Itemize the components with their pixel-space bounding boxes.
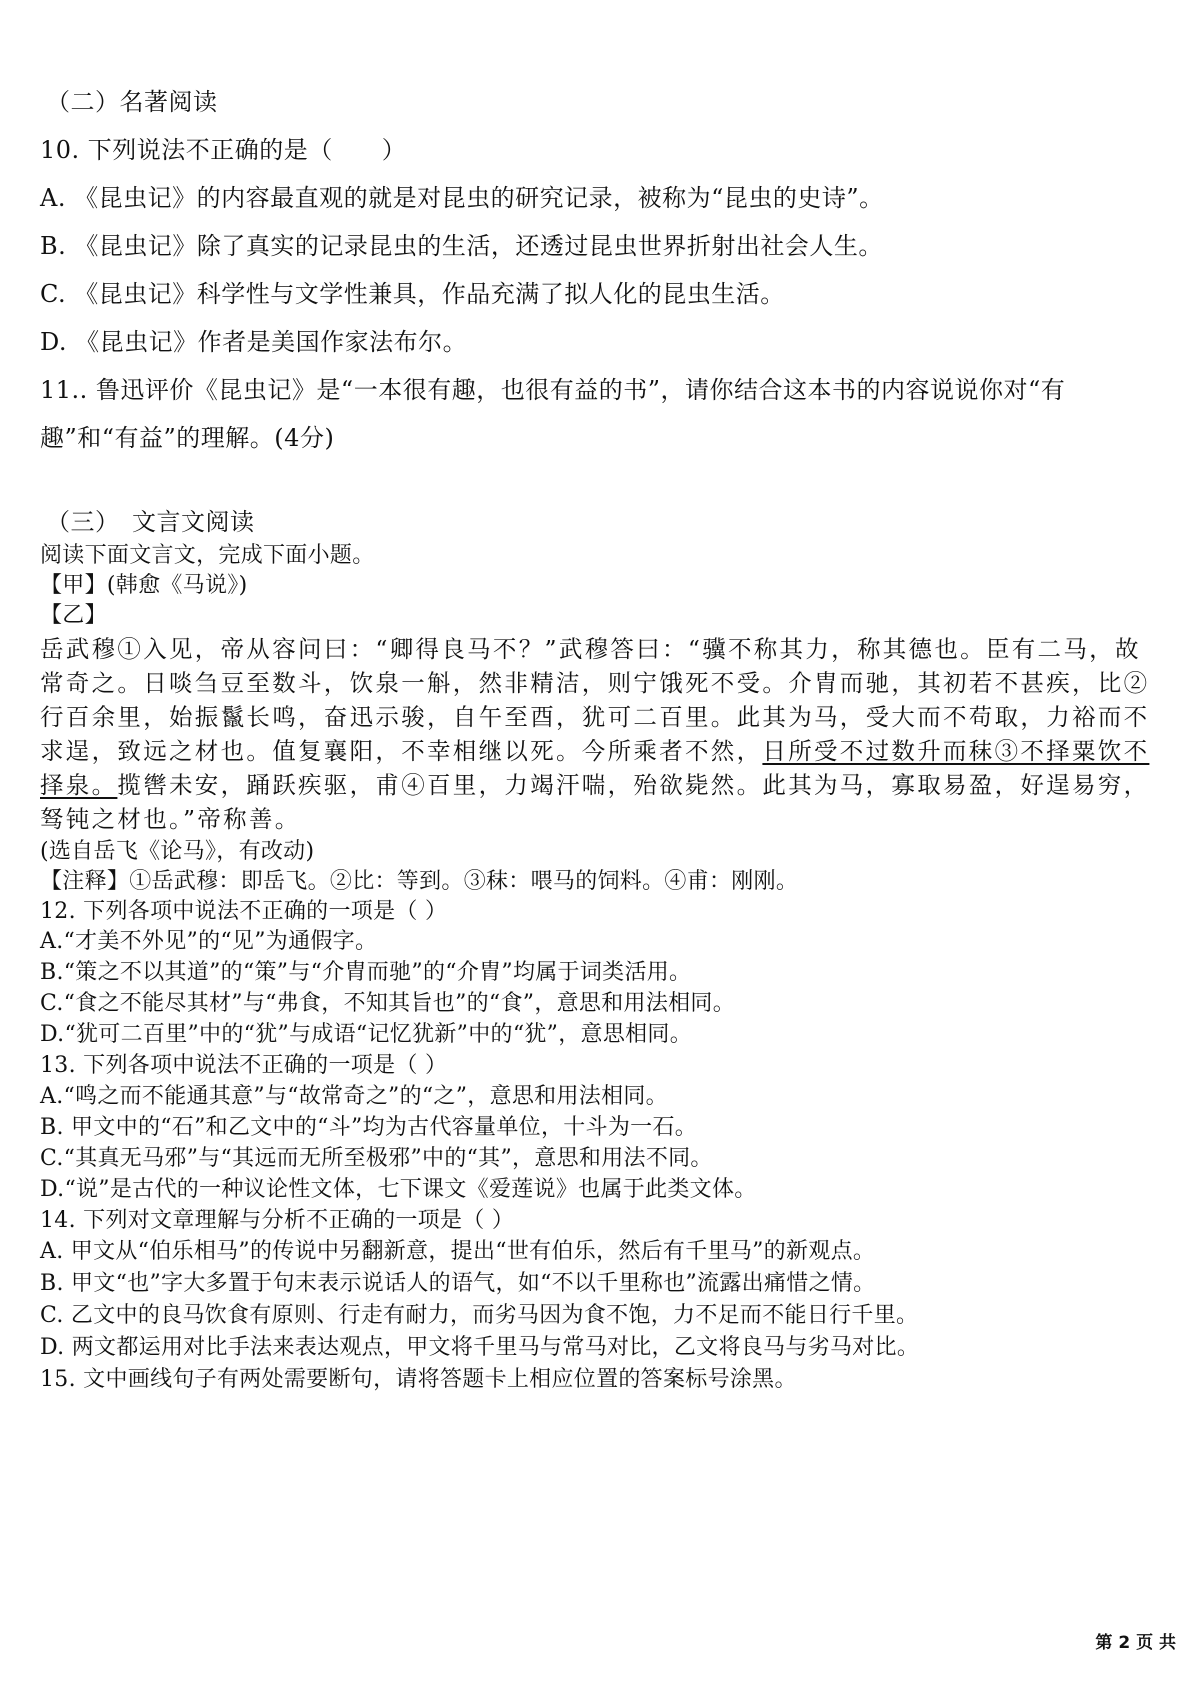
page-number-footer: 第 2 页 共 (1095, 1633, 1176, 1653)
passage-line-3: 行百余里，始振鬣长鸣，奋迅示骏，自午至酉，犹可二百里。此其为马，受大而不苟取，力裕而不 (40, 703, 1150, 731)
question-13-stem: 13. 下列各项中说法不正确的一项是（ ） (40, 1053, 448, 1078)
question-10-option-c: C. 《昆虫记》科学性与文学性兼具，作品充满了拟人化的昆虫生活。 (40, 280, 785, 308)
question-10-option-a: A. 《昆虫记》的内容最直观的就是对昆虫的研究记录，被称为“昆虫的史诗”。 (40, 184, 884, 212)
question-14-option-d: D. 两文都运用对比手法来表达观点，甲文将千里马与常马对比，乙文将良马与劣马对比。 (40, 1335, 920, 1360)
question-11-line-2: 趣”和“有益”的理解。(4分) (40, 424, 335, 452)
section-title-classics: （二）名著阅读 (46, 88, 218, 116)
question-12-option-c: C.“食之不能尽其材”与“弗食，不知其旨也”的“食”，意思和用法相同。 (40, 991, 736, 1016)
section-title-classical-chinese: （三） 文言文阅读 (46, 508, 255, 536)
question-13-option-d: D.“说”是古代的一种议论性文体，七下课文《爱莲说》也属于此类文体。 (40, 1177, 757, 1202)
question-13-option-b: B. 甲文中的“石”和乙文中的“斗”均为古代容量单位，十斗为一石。 (40, 1115, 698, 1140)
text-jia-label: 【甲】(韩愈《马说》) (40, 573, 248, 598)
underlined-sentence-part-2: 择泉。 (40, 771, 118, 799)
question-15-stem: 15. 文中画线句子有两处需要断句，请将答题卡上相应位置的答案标号涂黑。 (40, 1367, 797, 1392)
question-11-line-1: 11.. 鲁迅评价《昆虫记》是“一本很有趣，也很有益的书”，请你结合这本书的内容说说你对“有 (40, 376, 1066, 404)
passage-line-1: 岳武穆①入见，帝从容问曰：“卿得良马不？”武穆答曰：“骥不称其力，称其德也。臣有二马，故 (40, 635, 1141, 663)
question-12-option-a: A.“才美不外见”的“见”为通假字。 (40, 929, 378, 954)
question-12-option-b: B.“策之不以其道”的“策”与“介胄而驰”的“介胄”均属于词类活用。 (40, 960, 692, 985)
question-14-option-a: A. 甲文从“伯乐相马”的传说中另翻新意，提出“世有伯乐，然后有千里马”的新观点。 (40, 1239, 876, 1264)
reading-instruction: 阅读下面文言文，完成下面小题。 (40, 543, 375, 568)
question-13-option-a: A.“鸣之而不能通其意”与“故常奇之”的“之”，意思和用法相同。 (40, 1084, 668, 1109)
passage-notes: 【注释】①岳武穆：即岳飞。②比：等到。③秣：喂马的饲料。④甫：刚刚。 (40, 869, 799, 894)
question-14-option-b: B. 甲文“也”字大多置于句末表示说话人的语气，如“不以千里称也”流露出痛惜之情。 (40, 1271, 876, 1296)
passage-line-5 (40, 766, 1149, 800)
passage-line-2: 常奇之。日啖刍豆至数斗，饮泉一斛，然非精洁，则宁饿死不受。介胄而驰，其初若不甚疾，比② (40, 669, 1150, 697)
question-10-option-d: D. 《昆虫记》作者是美国作家法布尔。 (40, 328, 468, 356)
passage-line-4-plain: 求逞，致远之材也。值复襄阳，不幸相继以死。今所乘者不然， (40, 737, 763, 765)
underlined-sentence-part-1: 日所受不过数升而秣③不择粟饮不 (762, 737, 1150, 765)
question-14-stem: 14. 下列对文章理解与分析不正确的一项是（ ） (40, 1208, 515, 1233)
question-12-option-d: D.“犹可二百里”中的“犹”与成语“记忆犹新”中的“犹”，意思相同。 (40, 1022, 693, 1047)
question-12-stem: 12. 下列各项中说法不正确的一项是（ ） (40, 899, 448, 924)
passage-line-5-plain: 揽辔未安，踊跃疾驱，甫④百里，力竭汗喘，殆欲毙然。此其为马，寡取易盈，好逞易穷， (117, 771, 1150, 799)
question-13-option-c: C.“其真无马邪”与“其远而无所至极邪”中的“其”，意思和用法不同。 (40, 1146, 713, 1171)
passage-line-4 (40, 732, 1149, 766)
question-10-stem: 10. 下列说法不正确的是（ ） (40, 136, 407, 164)
text-yi-label: 【乙】 (40, 603, 107, 628)
question-10-option-b: B. 《昆虫记》除了真实的记录昆虫的生活，还透过昆虫世界折射出社会人生。 (40, 232, 883, 260)
question-14-option-c: C. 乙文中的良马饮食有原则、行走有耐力，而劣马因为食不饱，力不足而不能日行千里。 (40, 1303, 919, 1328)
passage-line-6: 驽钝之材也。”帝称善。 (40, 805, 301, 833)
passage-source: (选自岳飞《论马》，有改动) (40, 839, 315, 864)
